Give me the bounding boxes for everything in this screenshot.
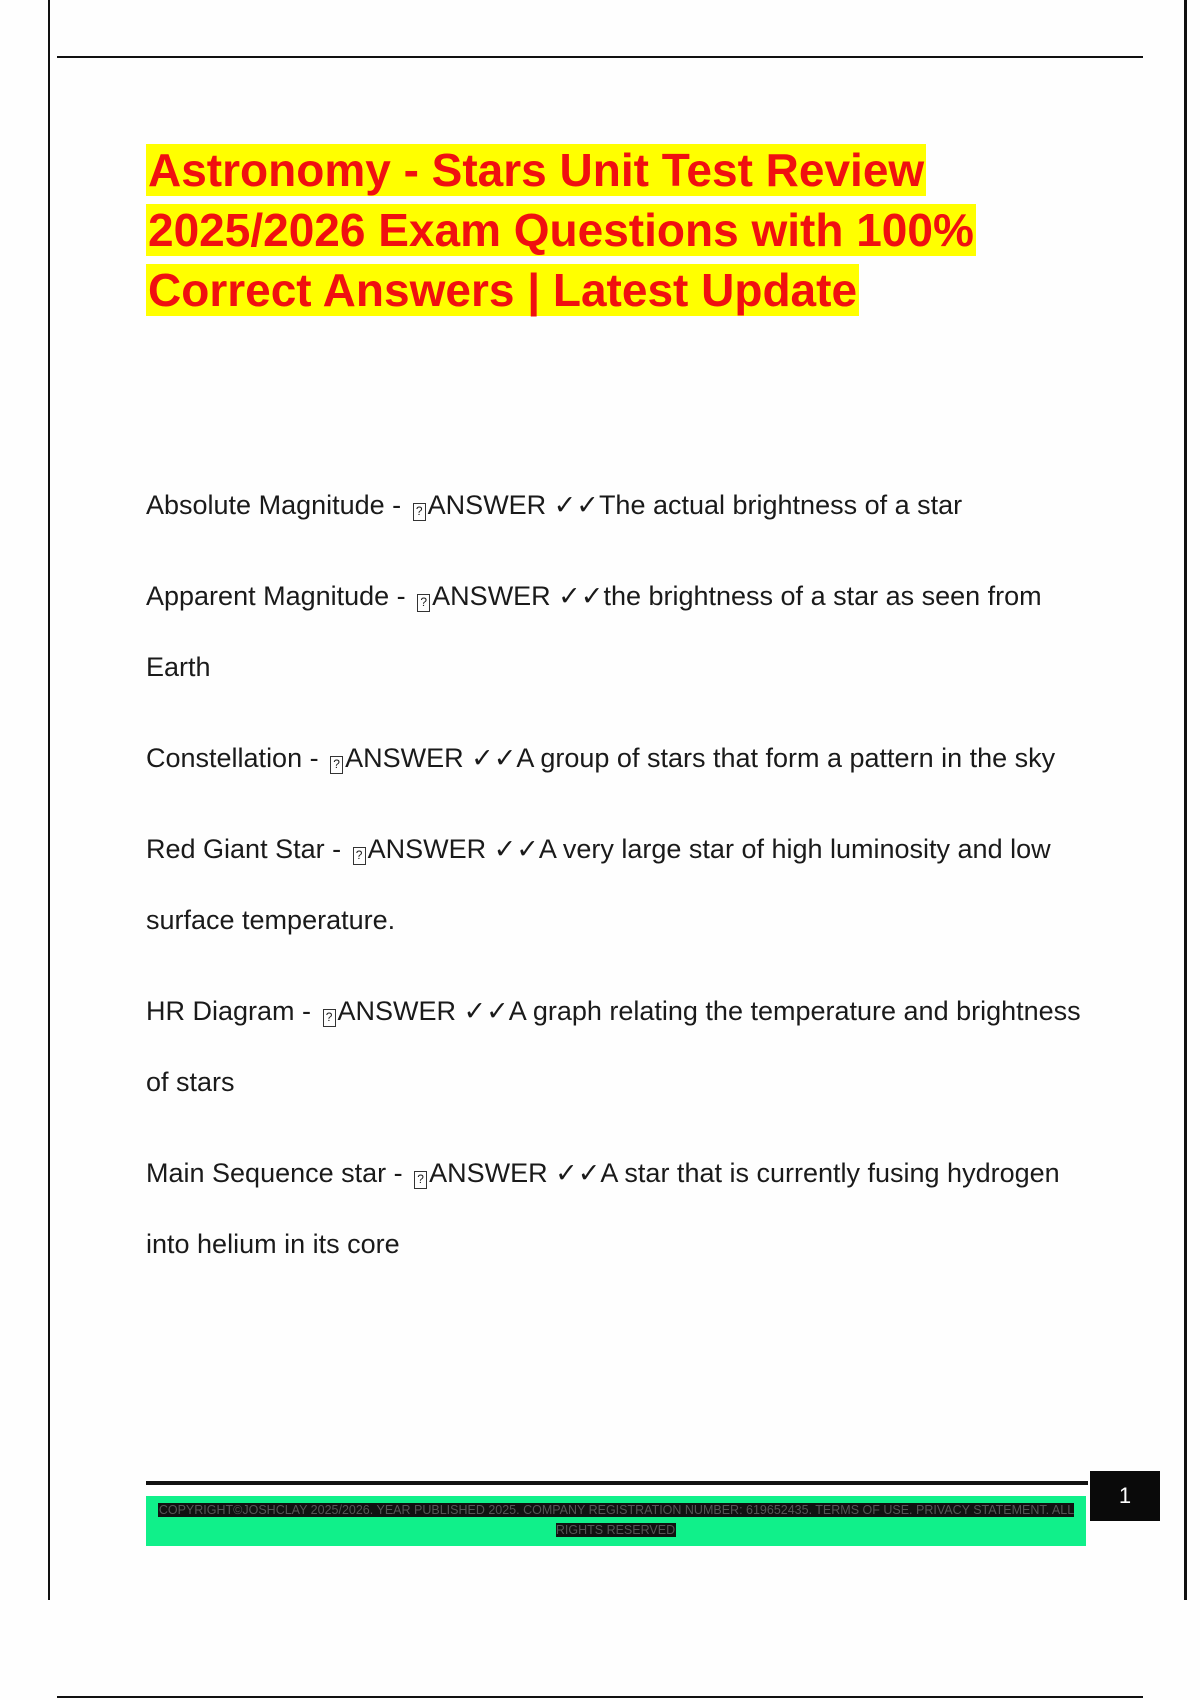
- footer-rule: [146, 1481, 1088, 1485]
- qa-item: [146, 561, 1096, 703]
- page-right-border: [1184, 0, 1187, 1600]
- qa-answer-label: ANSWER ✓✓: [429, 1158, 601, 1188]
- qa-answer-label: ANSWER ✓✓: [337, 996, 509, 1026]
- missing-glyph-icon: ?: [330, 756, 343, 774]
- qa-answer: A star that is currently fusing hydrogen into helium in its core: [146, 1158, 1060, 1259]
- page-left-border: [48, 0, 50, 1600]
- qa-term: Apparent Magnitude: [146, 581, 390, 611]
- document-title-text: Astronomy - Stars Unit Test Review 2025/2026 Exam Questions with 100% Correct Answers | Latest Update: [148, 144, 974, 316]
- qa-term: Red Giant Star: [146, 834, 325, 864]
- document-title: [146, 140, 1066, 320]
- qa-answer: A very large star of high luminosity and low surface temperature.: [146, 834, 1051, 935]
- qa-item: [146, 976, 1096, 1118]
- qa-answer: The actual brightness of a star: [598, 490, 963, 520]
- qa-answer-label: ANSWER ✓✓: [367, 834, 539, 864]
- qa-item: [146, 470, 1096, 541]
- qa-list: [146, 470, 1096, 1300]
- qa-term: Constellation: [146, 743, 303, 773]
- missing-glyph-icon: ?: [413, 503, 426, 521]
- qa-item: [146, 1138, 1096, 1280]
- footer-copyright-band: [146, 1496, 1086, 1546]
- qa-item: [146, 723, 1096, 794]
- qa-term: Absolute Magnitude: [146, 490, 385, 520]
- qa-answer-label: ANSWER ✓✓: [427, 490, 599, 520]
- qa-term: HR Diagram: [146, 996, 295, 1026]
- qa-answer: A group of stars that form a pattern in the sky: [516, 743, 1056, 773]
- qa-term: Main Sequence star: [146, 1158, 387, 1188]
- qa-separator: -: [384, 490, 409, 520]
- qa-separator: -: [324, 834, 349, 864]
- header-rule: [57, 56, 1143, 58]
- next-page-rule: [57, 1696, 1143, 1698]
- missing-glyph-icon: ?: [417, 594, 430, 612]
- qa-answer: A graph relating the temperature and brightness of stars: [146, 996, 1081, 1097]
- qa-item: [146, 814, 1096, 956]
- footer-copyright-text: COPYRIGHT©JOSHCLAY 2025/2026. YEAR PUBLISHED 2025. COMPANY REGISTRATION NUMBER: 619652435. TERMS OF USE. PRIVACY STATEMENT. ALL RIGHTS RESERVED: [158, 1503, 1075, 1537]
- qa-answer-label: ANSWER ✓✓: [345, 743, 517, 773]
- page-number: 1: [1090, 1471, 1160, 1521]
- missing-glyph-icon: ?: [414, 1171, 427, 1189]
- qa-separator: -: [389, 581, 414, 611]
- qa-separator: -: [386, 1158, 411, 1188]
- qa-separator: -: [302, 743, 327, 773]
- missing-glyph-icon: ?: [323, 1009, 336, 1027]
- missing-glyph-icon: ?: [353, 847, 366, 865]
- qa-answer: the brightness of a star as seen from Earth: [146, 581, 1042, 682]
- qa-answer-label: ANSWER ✓✓: [432, 581, 604, 611]
- qa-separator: -: [294, 996, 319, 1026]
